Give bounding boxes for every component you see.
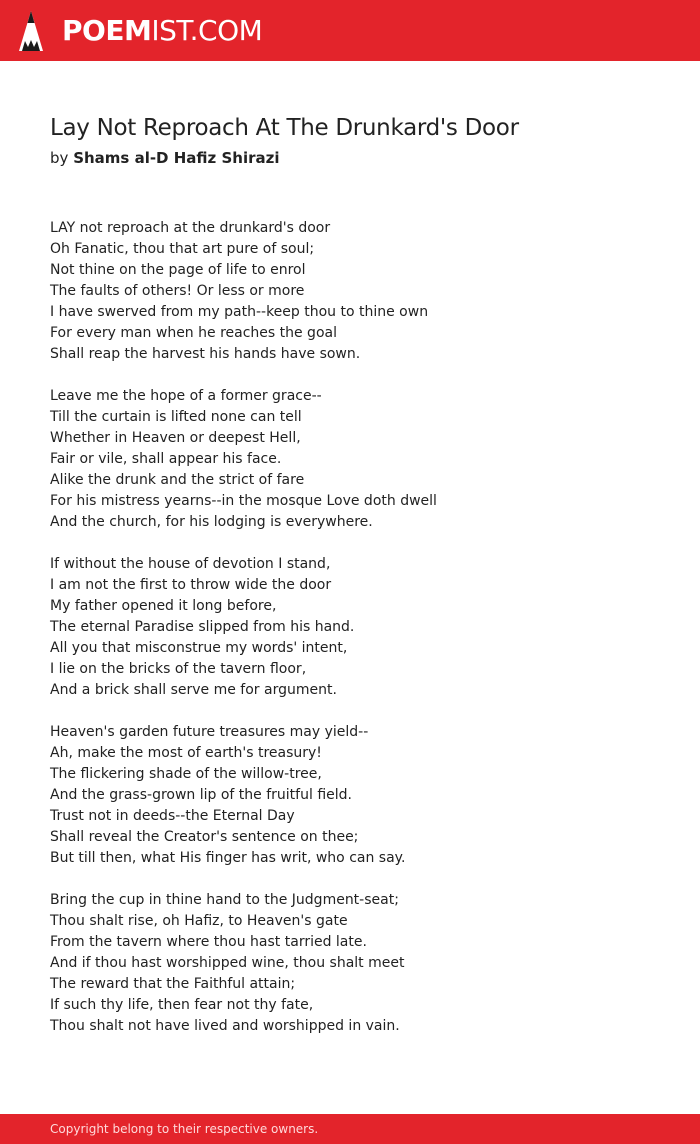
poem-line: Shall reveal the Creator's sentence on thee; [50,829,359,845]
stanza [50,890,650,1037]
poem-line: Whether in Heaven or deepest Hell, [50,430,301,446]
poem-line: Till the curtain is lifted none can tell [50,409,302,425]
logo-wordmark-bold: POEM [62,14,152,47]
site-footer [0,1114,700,1144]
poem-line: Trust not in deeds--the Eternal Day [50,808,295,824]
poem-line: I am not the first to throw wide the door [50,577,332,593]
pencil-tip-icon [18,10,44,52]
poem-line: If without the house of devotion I stand, [50,556,331,572]
poem-line: My father opened it long before, [50,598,277,614]
poem-line: The reward that the Faithful attain; [50,976,296,992]
author-name[interactable]: Shams al-D Hafiz Shirazi [73,149,280,167]
poem-line: Leave me the hope of a former grace-- [50,388,322,404]
byline [50,149,280,167]
poem-line: For his mistress yearns--in the mosque Love doth dwell [50,493,437,509]
logo-wordmark [62,14,263,47]
poem-line: I have swerved from my path--keep thou to thine own [50,304,429,320]
logo-wordmark-thin: IST.COM [151,14,263,47]
stanza [50,722,650,869]
poem-line: The faults of others! Or less or more [50,283,305,299]
stanza [50,554,650,701]
poem-line: Alike the drunk and the strict of fare [50,472,305,488]
poem-line: All you that misconstrue my words' intent, [50,640,348,656]
poem-line: Thou shalt rise, oh Hafiz, to Heaven's gate [50,913,348,929]
poem-line: Thou shalt not have lived and worshipped in vain. [50,1018,400,1034]
poem-line: I lie on the bricks of the tavern floor, [50,661,307,677]
poem-line: Bring the cup in thine hand to the Judgment-seat; [50,892,399,908]
poem-body [50,218,650,1058]
poem-line: Not thine on the page of life to enrol [50,262,306,278]
stanza [50,386,650,533]
poem-line: If such thy life, then fear not thy fate, [50,997,314,1013]
poem-line: And the church, for his lodging is everywhere. [50,514,373,530]
poem-line: LAY not reproach at the drunkard's door [50,220,331,236]
poem-line: Oh Fanatic, thou that art pure of soul; [50,241,315,257]
poem-line: But till then, what His finger has writ, who can say. [50,850,406,866]
byline-prefix: by [50,149,69,167]
poem-line: And the grass-grown lip of the fruitful field. [50,787,352,803]
poem-line: For every man when he reaches the goal [50,325,337,341]
poem-line: From the tavern where thou hast tarried late. [50,934,367,950]
poem-line: Ah, make the most of earth's treasury! [50,745,322,761]
site-logo[interactable] [18,9,262,53]
copyright-notice: Copyright belong to their respective owners. [50,1122,319,1136]
poem-line: Heaven's garden future treasures may yield-- [50,724,369,740]
stanza [50,218,650,365]
poem-line: Fair or vile, shall appear his face. [50,451,282,467]
poem-line: The eternal Paradise slipped from his hand. [50,619,355,635]
poem-line: And if thou hast worshipped wine, thou shalt meet [50,955,405,971]
site-header [0,0,700,61]
poem-line: Shall reap the harvest his hands have sown. [50,346,361,362]
poem-line: The flickering shade of the willow-tree, [50,766,322,782]
poem-line: And a brick shall serve me for argument. [50,682,337,698]
poem-title: Lay Not Reproach At The Drunkard's Door [50,115,519,141]
